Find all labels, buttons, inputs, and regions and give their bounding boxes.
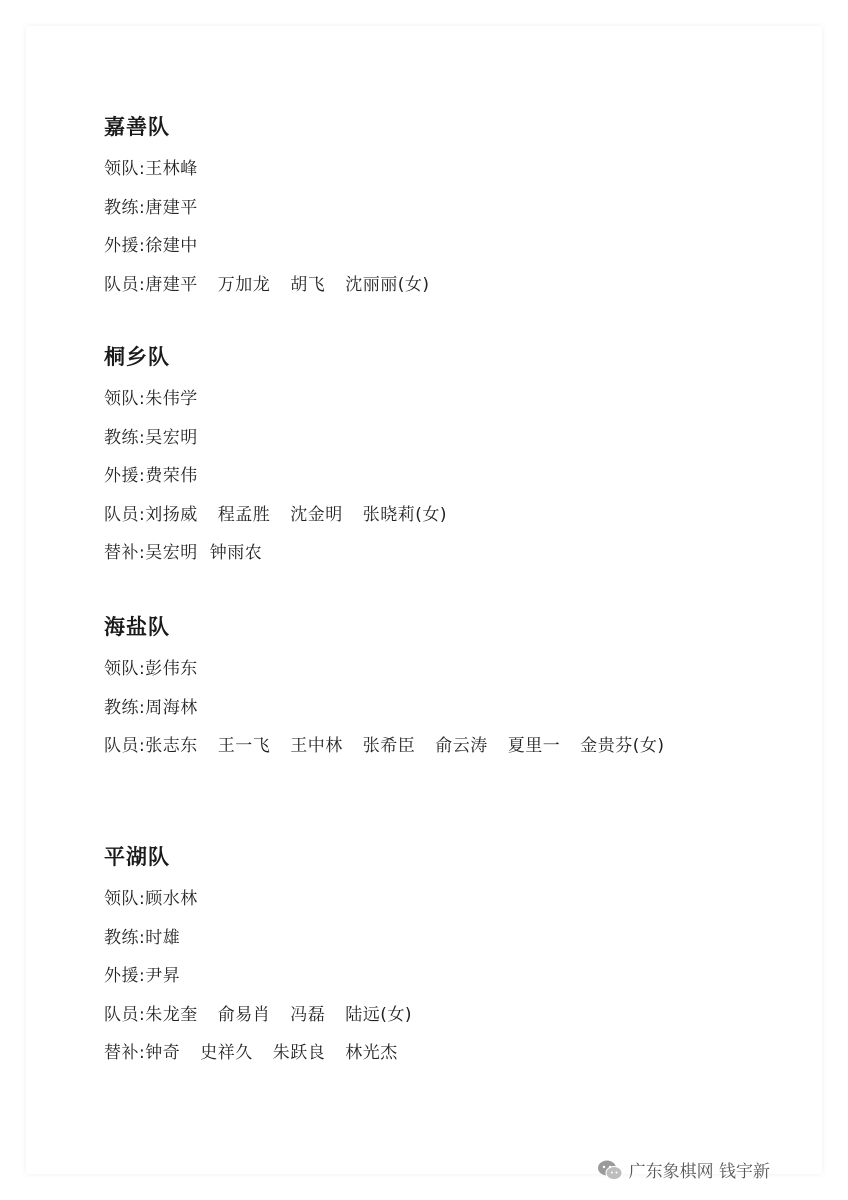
row-label: 外援 [104,236,139,256]
person-name: 吴宏明 [145,427,198,448]
coach-row: 教练:周海林 [104,689,665,728]
person-name: 唐建平 [145,197,198,218]
team-title: 海盐队 [104,615,170,639]
team-section [104,612,665,766]
person-name: 俞云涛 [435,736,488,756]
row-label: 替补 [104,1043,139,1063]
person-name: 周海林 [145,697,198,718]
person-name: 史祥久 [200,1043,253,1063]
row-label: 领队 [104,659,139,679]
row-label: 外援 [104,966,139,986]
person-name: 钟雨农 [209,543,263,563]
team-section [104,112,430,304]
person-name: 朱跃良 [272,1043,326,1063]
person-name: 尹昇 [145,966,181,986]
person-name: 沈丽丽(女) [345,274,430,295]
team-title: 桐乡队 [104,345,170,369]
coach-row: 教练:唐建平 [104,189,430,228]
team-section [104,342,447,573]
person-name: 金贵芬(女) [580,736,665,756]
row-label: 教练 [104,927,139,948]
watermark-text: 广东象棋网 钱宇新 [628,1162,770,1182]
watermark [597,1157,770,1182]
row-label: 队员 [104,504,139,525]
person-name: 王中林 [290,736,343,756]
person-name: 冯磊 [290,1004,326,1025]
person-name: 张希臣 [362,736,416,756]
row-label: 队员 [104,736,139,756]
person-name: 夏里一 [507,736,561,756]
wechat-icon [597,1159,623,1181]
person-name: 朱伟学 [145,389,198,409]
person-name: 吴宏明 [145,543,198,563]
person-name: 王一飞 [217,736,271,756]
team-leader-row: 领队:顾水林 [104,880,412,919]
foreign-aid-row: 外援:尹昇 [104,957,412,996]
row-label: 教练 [104,697,139,718]
person-name: 程孟胜 [217,504,271,525]
person-name: 俞易肖 [217,1004,271,1025]
team-title: 平湖队 [104,845,170,869]
row-label: 替补 [104,543,139,563]
person-name: 万加龙 [217,274,271,295]
row-label: 领队 [104,889,139,909]
row-label: 队员 [104,274,139,295]
team-leader-row: 领队:朱伟学 [104,380,447,419]
person-name: 时雄 [145,927,181,948]
person-name: 张晓莉(女) [362,504,447,525]
foreign-aid-row: 外援:费荣伟 [104,457,447,496]
person-name: 张志东 [145,736,198,756]
players-row: 队员:唐建平 万加龙 胡飞 沈丽丽(女) [104,266,430,305]
person-name: 胡飞 [290,274,326,295]
person-name: 陆远(女) [345,1004,412,1025]
person-name: 唐建平 [145,274,198,295]
substitutes-row: 替补:吴宏明 钟雨农 [104,534,447,573]
row-label: 队员 [104,1004,139,1025]
row-label: 教练 [104,427,139,448]
person-name: 彭伟东 [145,659,198,679]
substitutes-row: 替补:钟奇 史祥久 朱跃良 林光杰 [104,1034,412,1073]
row-label: 教练 [104,197,139,218]
players-row: 队员:刘扬威 程孟胜 沈金明 张晓莉(女) [104,496,447,535]
person-name: 林光杰 [345,1043,398,1063]
coach-row: 教练:吴宏明 [104,419,447,458]
person-name: 王林峰 [145,159,198,179]
person-name: 沈金明 [290,504,343,525]
foreign-aid-row: 外援:徐建中 [104,227,430,266]
person-name: 费荣伟 [145,466,198,486]
players-row: 队员:朱龙奎 俞易肖 冯磊 陆远(女) [104,996,412,1035]
person-name: 钟奇 [145,1043,181,1063]
row-label: 外援 [104,466,139,486]
person-name: 徐建中 [145,236,198,256]
row-label: 领队 [104,159,139,179]
team-leader-row: 领队:王林峰 [104,150,430,189]
players-row: 队员:张志东 王一飞 王中林 张希臣 俞云涛 夏里一 金贵芬(女) [104,727,665,766]
team-section [104,842,412,1073]
person-name: 顾水林 [145,889,198,909]
team-title: 嘉善队 [104,115,170,139]
team-leader-row: 领队:彭伟东 [104,650,665,689]
coach-row: 教练:时雄 [104,919,412,958]
person-name: 朱龙奎 [145,1004,198,1025]
person-name: 刘扬威 [145,504,198,525]
row-label: 领队 [104,389,139,409]
